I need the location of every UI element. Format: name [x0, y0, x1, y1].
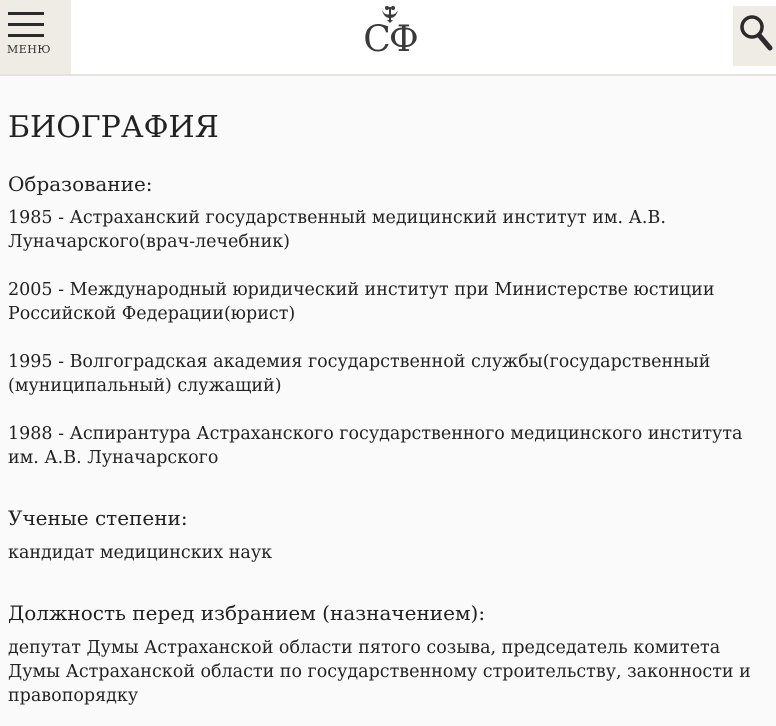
hamburger-icon	[8, 12, 44, 38]
position-heading: Должность перед избранием (назначением):	[8, 601, 486, 625]
position-text: депутат Думы Астраханской области пятого созыва, председатель комитета Думы Астраханской области по государственному строительству, законности и правопорядку	[8, 638, 751, 706]
logo-text: СФ	[363, 19, 417, 60]
education-item: 2005 - Международный юридический институт при Министерстве юстиции Российской Федерации(юрист)	[8, 280, 715, 324]
page-title: БИОГРАФИЯ	[8, 110, 219, 145]
degrees-text: кандидат медицинских наук	[8, 543, 273, 563]
search-button[interactable]	[733, 6, 776, 66]
site-header	[0, 0, 776, 76]
menu-button[interactable]	[0, 0, 71, 74]
education-heading: Образование:	[8, 172, 153, 196]
education-item: 1995 - Волгоградская академия государственной службы(государственный (муниципальный) служащий)	[8, 352, 711, 396]
education-item: 1985 - Астраханский государственный медицинский институт им. А.В. Луначарского(врач-лечебник)	[8, 208, 666, 252]
menu-label: МЕНЮ	[7, 43, 52, 56]
biography-content	[8, 76, 773, 708]
degrees-heading: Ученые степени:	[8, 506, 188, 530]
site-logo[interactable]	[356, 4, 424, 60]
education-item: 1988 - Аспирантура Астраханского государственного медицинского института им. А.В. Луначарского	[8, 424, 743, 468]
search-icon	[739, 13, 773, 53]
